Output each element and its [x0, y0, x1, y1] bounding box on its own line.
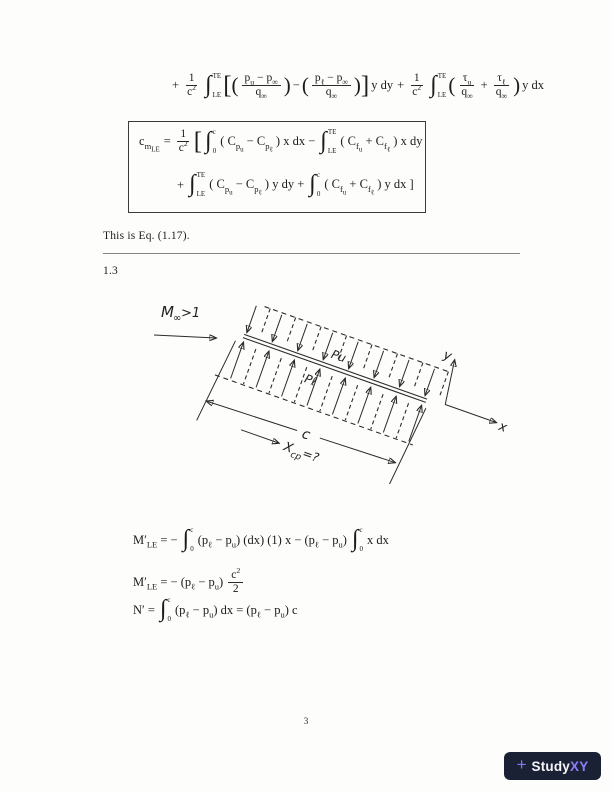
integral: ∫ TE LE	[189, 171, 206, 198]
equation-normal-force	[131, 597, 300, 623]
integral: ∫ c 0	[182, 526, 194, 553]
fraction: $\frac{p_u - p_\infty}{q_\infty}$	[242, 72, 281, 99]
integral: ∫ c 0	[159, 596, 172, 623]
lower-dashed-envelope	[215, 339, 426, 445]
mach-gt-one: >1	[181, 306, 201, 321]
logo-study: Study	[531, 758, 571, 774]
bracket: [	[223, 72, 232, 100]
equation-top	[170, 72, 546, 99]
bracket: [	[193, 128, 203, 156]
paren: (	[301, 73, 309, 98]
math-token: +	[397, 78, 405, 93]
math-token: y dx	[522, 78, 544, 93]
freestream-arrow	[154, 335, 216, 338]
paren: )	[283, 73, 291, 98]
integral: ∫ c 0	[205, 127, 217, 155]
integral: ∫ c 0	[309, 171, 321, 198]
math-token: $(p_\ell - p_u)$ (dx) (1) $x - (p_\ell - p_u)$	[197, 532, 347, 549]
mach-label: M	[161, 303, 174, 321]
boxed-equation-line2	[175, 172, 416, 198]
page-number: 3	[303, 717, 309, 727]
fraction: $\frac{1}{c^2}$	[178, 128, 188, 155]
fraction: $\frac{\tau_\ell}{q_\infty}$	[495, 72, 508, 101]
math-token: +	[480, 78, 488, 93]
math-token: ( $C_{p_u} - C_{p_\ell}$ ) y dy +	[209, 177, 305, 197]
plate-frame	[195, 292, 526, 484]
math-token: −	[292, 78, 300, 93]
fraction: $\frac{c^2}{2}$	[228, 569, 243, 596]
integral: ∫ c 0	[351, 526, 364, 553]
xcp-label: X	[281, 439, 295, 457]
equation-moment-2	[131, 566, 246, 596]
math-token: $M'_{LE}$ = −	[133, 532, 178, 549]
math-token: $c_{m_{LE}}$	[139, 134, 160, 154]
boxed-equation	[128, 121, 426, 213]
paren: (	[231, 73, 239, 98]
fraction: $\frac{1}{c^2}$	[187, 72, 197, 99]
integral: ∫ TE LE	[320, 127, 337, 155]
mach-infinity-subscript: ∞	[173, 313, 182, 324]
math-token: ( $C_{p_u} - C_{p_\ell}$ ) x dx −	[220, 134, 316, 154]
flat-plate-diagram	[118, 292, 538, 484]
integral: ∫ TE LE	[430, 71, 447, 99]
logo-brand-text	[532, 759, 589, 774]
math-token: +	[172, 78, 180, 93]
math-token: ( $C_{f_u} + C_{f_\ell}$ ) y dx ]	[324, 177, 414, 197]
fraction: $\frac{p_\ell - p_\infty}{q_\infty}$	[312, 72, 351, 99]
math-token: N′ =	[133, 602, 155, 617]
math-token: $(p_\ell - p_u)$ dx = $(p_\ell - p_u)$ c	[175, 602, 298, 619]
plus-icon: +	[516, 755, 527, 774]
studyxy-logo[interactable]	[504, 752, 601, 780]
note-text: This is Eq. (1.17).	[103, 230, 190, 242]
freestream-mach-annotation	[154, 303, 216, 338]
math-token: $M'_{LE}$ = − $(p_\ell - p_u)$	[133, 575, 224, 592]
axes	[424, 347, 525, 436]
xcp-subscript: cp	[288, 450, 303, 464]
p-lower-label: Pℓ	[302, 371, 319, 389]
fraction: $\frac{1}{c^2}$	[412, 72, 422, 99]
p-upper-label: Pu	[329, 347, 349, 366]
paren: )	[513, 73, 521, 98]
fraction: $\frac{\tau_u}{q_\infty}$	[461, 72, 473, 101]
math-token: x dx	[367, 532, 389, 547]
math-token: ( $C_{f_u} + C_{f_\ell}$ ) x dy	[340, 134, 423, 154]
paren: )	[353, 73, 361, 98]
logo-xy: XY	[570, 758, 589, 774]
section-divider	[103, 253, 520, 254]
boxed-equation-line1	[137, 128, 424, 155]
chord-label: c	[299, 425, 313, 444]
flat-plate	[243, 334, 427, 402]
x-axis-label: x	[496, 419, 509, 436]
paren: (	[448, 73, 456, 98]
equation-moment-1	[131, 527, 391, 553]
section-number: 1.3	[103, 265, 118, 277]
math-token: +	[177, 177, 185, 192]
y-axis-label: y	[441, 347, 454, 365]
math-token: y dy	[371, 78, 394, 93]
math-token: =	[163, 134, 171, 149]
xcp-question: =?	[300, 446, 321, 465]
bracket: ]	[360, 72, 370, 100]
integral: ∫ TE LE	[205, 71, 222, 99]
